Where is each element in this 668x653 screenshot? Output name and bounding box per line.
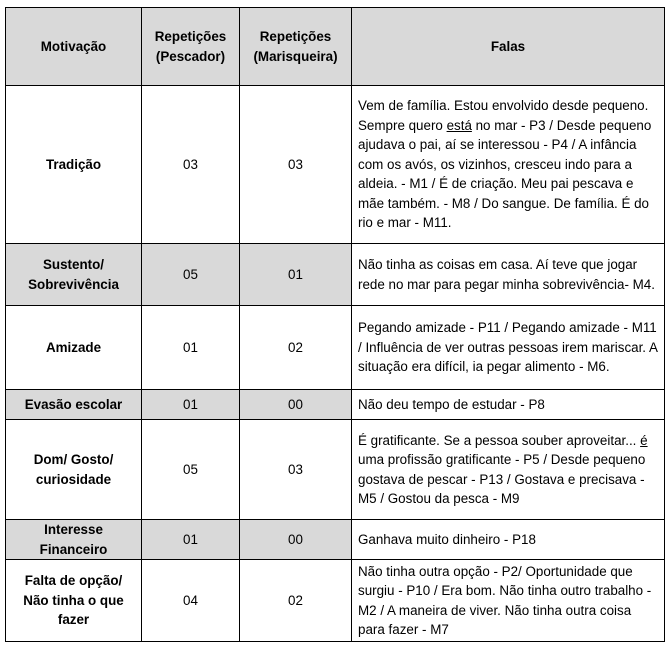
marisqueira-count: 03 (240, 86, 352, 244)
header-rep-marisqueira (240, 8, 352, 86)
motivacao-label: Evasão escolar (24, 396, 123, 412)
pescador-count: 05 (142, 420, 240, 520)
motivacao-cell (6, 560, 142, 642)
falas-text: no mar - P3 / Desde pequeno ajudava o pai, aí se interessou - P4 / A infância com os avós, os vizinhos, cresceu indo para a aldeia. - M1 / É de criação. Meu pai pescava e mãe também. - M8 / Do sangue. De família. É do rio e mar - M11. (358, 117, 652, 231)
motivacao-cell (6, 520, 142, 560)
falas-text: uma profissão gratificante - P5 / Desde pequeno gostava de pescar - P13 / Gostava e precisava - M5 / Gostou da pesca - M9 (358, 452, 646, 506)
motivacao-cell (6, 390, 142, 420)
motivacao-cell (6, 306, 142, 390)
motivacao-label: fazer (57, 612, 90, 628)
header-rep-pescador-line1: Repetições (154, 29, 227, 44)
motivacao-label: Financeiro (39, 541, 108, 557)
header-rep-marisqueira-line2: (Marisqueira) (253, 48, 338, 64)
motivacao-cell (6, 244, 142, 306)
falas-cell: Ganhava muito dinheiro - P18 (352, 520, 665, 560)
falas-cell (352, 86, 665, 244)
header-rep-marisqueira-line1: Repetições (259, 29, 332, 44)
marisqueira-count: 00 (240, 390, 352, 420)
header-row (6, 8, 665, 86)
pescador-count: 04 (142, 560, 240, 642)
pescador-count: 01 (142, 390, 240, 420)
table-row (6, 306, 665, 390)
marisqueira-count: 02 (240, 306, 352, 390)
motivacao-label: Sobrevivência (28, 276, 119, 292)
table-row (6, 560, 665, 642)
motivacao-label: Não tinha o que (23, 592, 124, 608)
falas-cell (352, 420, 665, 520)
pescador-count: 05 (142, 244, 240, 306)
falas-text-underlined: está (446, 117, 472, 133)
header-falas-label: Falas (490, 38, 526, 54)
header-rep-pescador (142, 8, 240, 86)
header-motivacao-label: Motivação (40, 38, 107, 54)
table-row (6, 520, 665, 560)
marisqueira-count: 03 (240, 420, 352, 520)
falas-text: É gratificante. Se a pessoa souber aproveitar... (358, 432, 641, 448)
motivacao-cell (6, 420, 142, 520)
header-motivacao (6, 8, 142, 86)
motivacao-label: Sustento/ (42, 257, 104, 272)
motivacao-cell (6, 86, 142, 244)
motivation-table (5, 7, 665, 642)
table-row (6, 86, 665, 244)
header-falas (352, 8, 665, 86)
motivacao-label: Interesse (44, 522, 103, 537)
falas-cell: Pegando amizade - P11 / Pegando amizade - M11 / Influência de ver outras pessoas irem mariscar. A situação era difícil, ia pegar alimento - M6. (352, 306, 665, 390)
falas-cell: Não tinha as coisas em casa. Aí teve que jogar rede no mar para pegar minha sobrevivência- M4. (352, 244, 665, 306)
pescador-count: 03 (142, 86, 240, 244)
motivacao-label: Dom/ Gosto/ (33, 452, 114, 467)
motivacao-label: curiosidade (35, 471, 112, 487)
header-rep-pescador-line2: (Pescador) (155, 48, 226, 64)
falas-text: Vem de família. Estou envolvido desde pequeno. Sempre quero (358, 98, 649, 133)
falas-cell: Não deu tempo de estudar - P8 (352, 390, 665, 420)
table-row (6, 390, 665, 420)
marisqueira-count: 01 (240, 244, 352, 306)
table-row (6, 420, 665, 520)
motivacao-label: Tradição (45, 156, 102, 172)
pescador-count: 01 (142, 306, 240, 390)
pescador-count: 01 (142, 520, 240, 560)
table-row (6, 244, 665, 306)
motivacao-label: Amizade (45, 339, 102, 355)
marisqueira-count: 02 (240, 560, 352, 642)
motivacao-label: Falta de opção/ (24, 573, 123, 589)
falas-text-underlined: é (640, 432, 648, 448)
falas-cell: Não tinha outra opção - P2/ Oportunidade que surgiu - P10 / Era bom. Não tinha outro trabalho - M2 / A maneira de viver. Não tinha outra coisa para fazer - M7 (352, 560, 665, 642)
marisqueira-count: 00 (240, 520, 352, 560)
